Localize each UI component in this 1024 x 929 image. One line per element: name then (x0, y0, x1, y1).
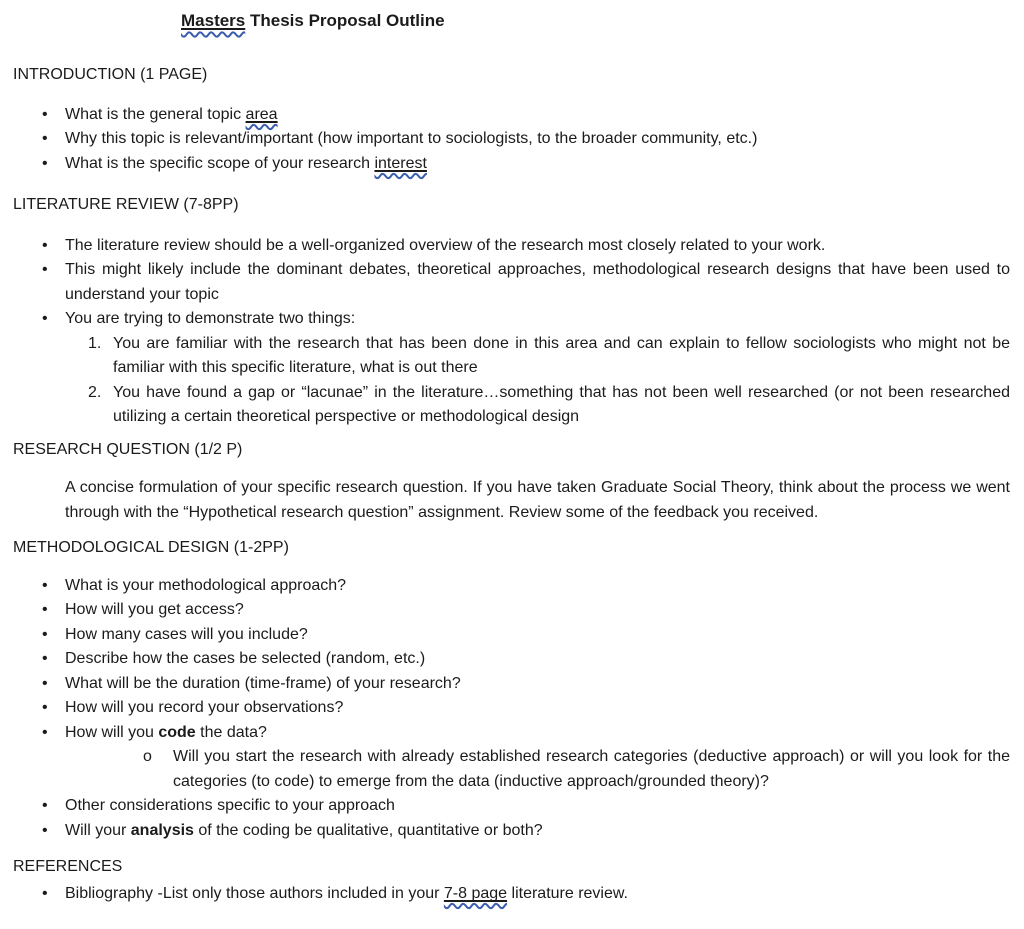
bullet-text: What is your methodological approach? (65, 576, 347, 594)
method-bullet-list (13, 574, 1010, 746)
numbered-item (88, 381, 1010, 430)
bold-word: code (158, 723, 196, 741)
section-heading-literature: LITERATURE REVIEW (7-8PP) (13, 196, 239, 213)
numbered-text: You are familiar with the research that has been done in this area and can explain to fellow sociologists who might not be familiar with this specific literature, what is out there (113, 334, 1010, 376)
section-literature-review (13, 193, 1010, 430)
bullet-text: How will you get access? (65, 601, 244, 618)
list-item: • The literature review should be a well-organized overview of the research most closely related to your work. (42, 234, 1010, 259)
references-bullet-list (13, 882, 1010, 907)
bullet-text: Bibliography -List only those authors included in your (65, 884, 444, 902)
list-item (42, 598, 1010, 623)
literature-numbered-list (13, 332, 1010, 430)
bold-word: analysis (130, 821, 194, 839)
list-item (42, 103, 1010, 128)
bullet-text: What is the specific scope of your research (65, 154, 375, 172)
list-item (42, 696, 1010, 721)
list-item (42, 127, 1010, 152)
bullet-text: Why this topic is relevant/important (how important to sociologists, to the broader community, etc.) (65, 130, 758, 147)
sub-bullet-text: Will you start the research with already established research categories (deductive approach) or will you look for the categories (to code) to emerge from the data (inductive approach/grounded theory)? (173, 748, 1010, 790)
introduction-bullet-list (13, 103, 1010, 177)
bullet-text: How many cases will you include? (65, 625, 308, 643)
bullet-text: How will you record your observations? (65, 699, 344, 716)
bullet-text: Will your (65, 821, 131, 839)
list-item (42, 794, 1010, 819)
literature-bullet-list (13, 234, 1010, 332)
spellcheck-squiggle (246, 106, 278, 123)
spellcheck-squiggle (181, 11, 245, 30)
section-heading-research-question: RESEARCH QUESTION (1/2 P) (13, 440, 243, 458)
list-item (42, 819, 1010, 844)
numbered-text: You have found a gap or “lacunae” in the literature…something that has not been well researched (or not been researched utilizing a certain theoretical perspective or methodological design (113, 383, 1010, 425)
section-introduction (13, 63, 1010, 176)
document-title (13, 8, 1010, 33)
underlined-word: area (245, 105, 278, 123)
spellcheck-squiggle (444, 885, 507, 902)
circle-marker: o (143, 748, 152, 765)
title-text: Thesis Proposal Outline (245, 11, 445, 30)
bullet-text: Other considerations specific to your approach (65, 797, 395, 814)
research-question-paragraph: A concise formulation of your specific research question. If you have taken Graduate Social Theory, think about the process we went through with the “Hypothetical research question” assignment. Review some of the feedback you received. (65, 479, 1010, 521)
list-item (42, 574, 1010, 599)
list-item (42, 623, 1010, 648)
underlined-word: 7-8 page (443, 884, 508, 902)
bullet-text: How will you (65, 723, 159, 741)
title-underlined-word: Masters (181, 11, 246, 30)
bullet-text: literature review. (507, 884, 628, 902)
bullet-text: of the coding be qualitative, quantitative or both? (193, 821, 543, 839)
bullet-text: What is the general topic (65, 105, 246, 123)
item-number: 2. (88, 383, 102, 401)
list-item (42, 672, 1010, 697)
method-bullet-list-continued (13, 794, 1010, 843)
item-number: 1. (88, 334, 102, 352)
numbered-item (88, 332, 1010, 381)
bullet-text: Describe how the cases be selected (random, etc.) (65, 650, 426, 667)
list-item (42, 647, 1010, 672)
list-item (42, 882, 1010, 907)
section-heading-method: METHODOLOGICAL DESIGN (1-2PP) (13, 539, 289, 556)
section-heading-introduction: INTRODUCTION (1 PAGE) (13, 66, 208, 83)
underlined-word: interest (374, 154, 427, 172)
bullet-text: What will be the duration (time-frame) of your research? (65, 674, 461, 692)
list-item (42, 721, 1010, 746)
spellcheck-squiggle (374, 155, 426, 172)
list-item: • You are trying to demonstrate two things: (42, 307, 1010, 332)
section-research-question (13, 438, 1010, 526)
list-item (42, 152, 1010, 177)
section-heading-references: REFERENCES (13, 858, 123, 875)
list-item: • This might likely include the dominant debates, theoretical approaches, methodological research designs that have been used to understand your topic (42, 258, 1010, 307)
method-sub-list (13, 745, 1010, 794)
section-methodological-design (13, 536, 1010, 843)
section-references (13, 855, 1010, 906)
bullet-text: the data? (195, 723, 267, 741)
sub-list-item (143, 745, 1010, 794)
